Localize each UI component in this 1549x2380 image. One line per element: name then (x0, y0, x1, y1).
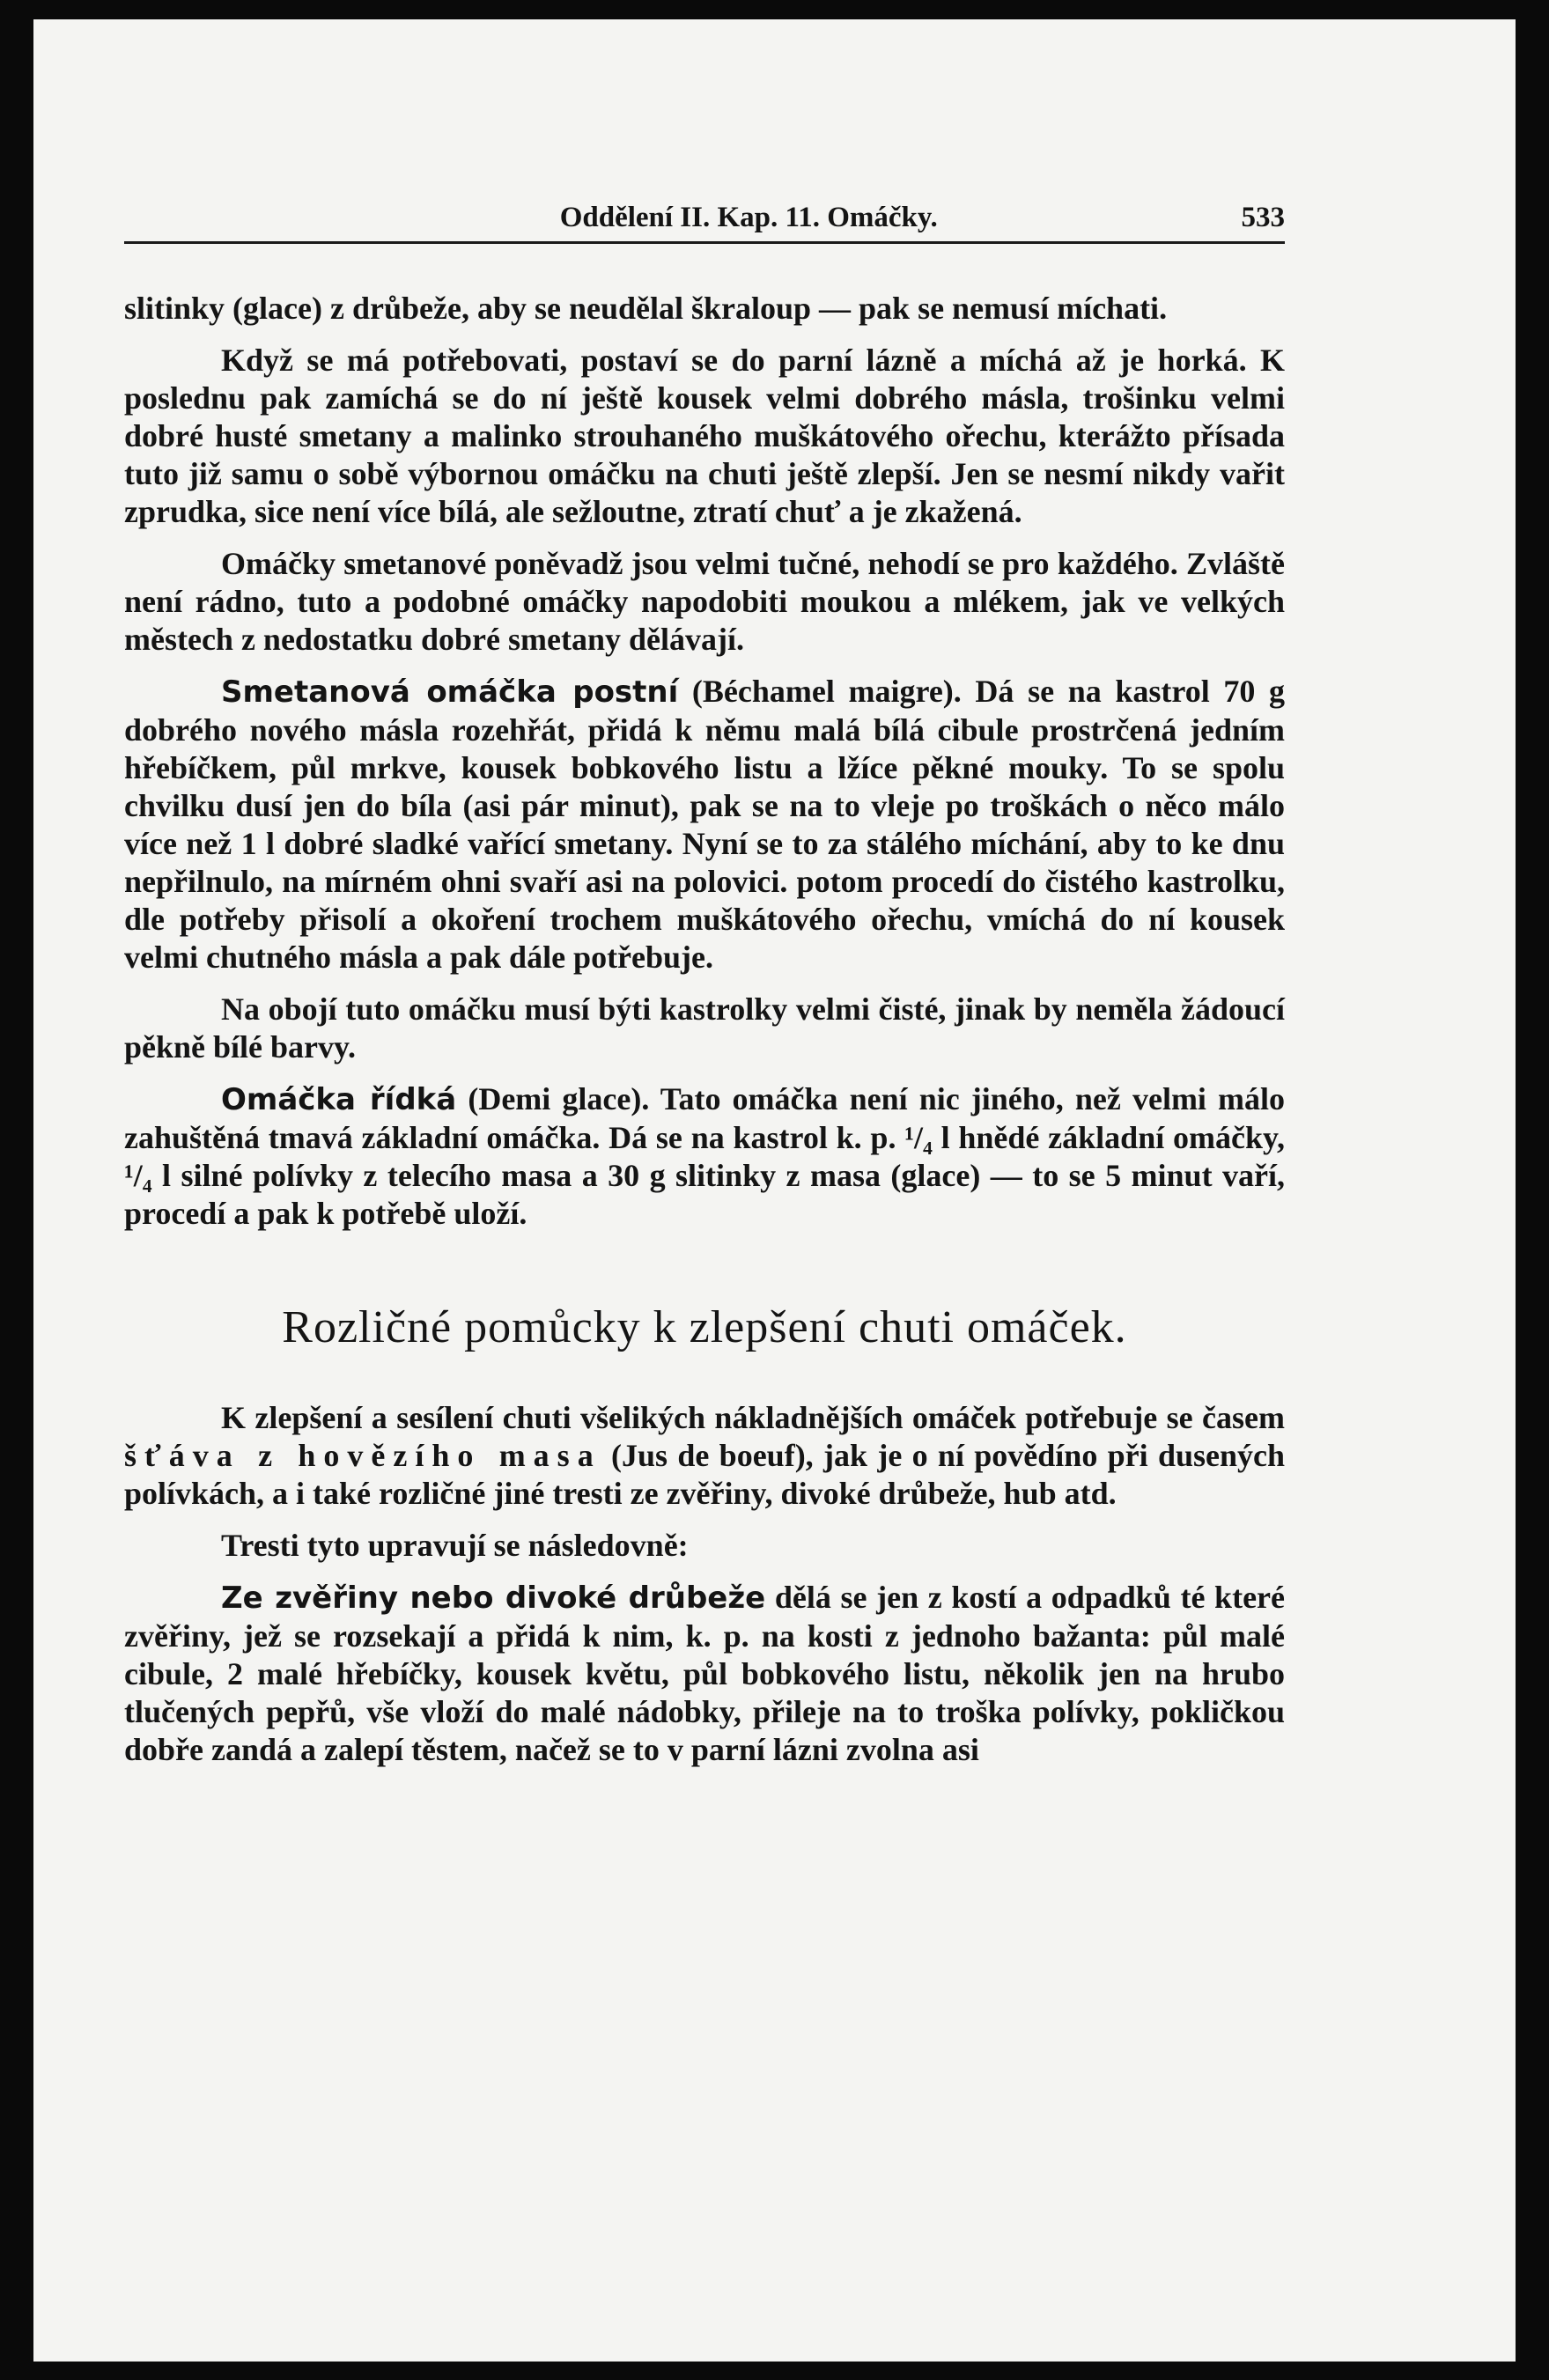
page-number: 533 (1241, 202, 1285, 233)
running-head (124, 202, 1285, 244)
recipe-body-demi-glace: (Demi glace). Tato omáčka není nic jiného, než velmi málo zahuštěná tmavá základní omáčka. Dá se na kastrol k. p. ¹/₄ l hnědé základní omáčky, ¹/₄ l silné polívky z telecího masa a 30 g slitinky z masa (glace) — to se 5 minut vaří, procedí a pak k potřebě uloží. (124, 1081, 1286, 1231)
recipe-body-bechamel: (Béchamel maigre). Dá se na kastrol 70 g dobrého nového másla rozehřát, přidá k němu malá bílá cibule prostrčená jedním hřebíčkem, půl mrkve, kousek bobkového listu a lžíce pěkné mouky. To se spolu chvilku dusí jen do bíla (asi pár minut), pak se na to vleje po troškách o něco málo více než 1 l dobré sladké vařící smetany. Nyní se to za stálého míchání, aby to ke dnu nepřilnulo, na mírném ohni svaří asi na polovici. potom procedí do čistého kastrolku, dle potřeby přisolí a okoření trochem muškátového ořechu, vmíchá do ní kousek velmi chutného másla a pak dále potřebuje. (124, 674, 1285, 975)
running-title: Oddělení II. Kap. 11. Omáčky. (559, 202, 938, 233)
paragraph-bechamel (124, 673, 1285, 976)
paragraph-heating: Když se má potřebovati, postaví se do parní lázně a míchá až je horká. K poslednu pak zamíchá se do ní ještě kousek velmi dobrého másla, trošinku velmi dobré husté smetany a malinko strouhaného muškátového ořechu, kterážto přísada tuto již samu o sobě výbornou omáčku na chuti ještě zlepší. Jen se nesmí nikdy vařit zprudka, sice není více bílá, ale sežloutne, ztratí chuť a je zkažená. (124, 343, 1285, 529)
recipe-body-game: dělá se jen z kostí a odpadků té které zvěřiny, jež se rozsekají a přidá k nim, k. p. na kosti z jednoho bažanta: půl malé cibule, 2 malé hřebíčky, kousek květu, půl bobkového listu, několik jen na hrubo tlučených pepřů, vše vloží do malé nádobky, přileje na to troška polívky, pokličkou dobře zandá a zalepí těstem, načež se to v parní lázni zvolna asi (124, 1580, 1286, 1767)
paragraph-clean-pans: Na obojí tuto omáčku musí býti kastrolky velmi čisté, jinak by neměla žádoucí pěkně bílé barvy. (124, 991, 1285, 1065)
text-block (124, 202, 1285, 1783)
paragraph-game-extract (124, 1579, 1285, 1769)
recipe-title-bechamel: Smetanová omáčka postní (221, 674, 679, 710)
section-heading: Rozličné pomůcky k zlepšení chuti omáček. (282, 1302, 1127, 1352)
paragraph-continuation: slitinky (glace) z drůbeže, aby se neudělal škraloup — pak se nemusí míchati. (124, 291, 1168, 326)
paragraph-cream-sauces: Omáčky smetanové poněvadž jsou velmi tučné, nehodí se pro každého. Zvláště není rádno, tuto a podobné omáčky napodobiti moukou a mlékem, jak ve velkých městech z nedostatku dobré smetany dělávají. (124, 546, 1285, 657)
book-page (33, 19, 1516, 2362)
recipe-title-demi-glace: Omáčka řídká (221, 1082, 457, 1117)
jus-term: šťáva z hovězího masa (124, 1438, 601, 1473)
paragraph-extracts-intro: Tresti tyto upravují se následovně: (221, 1528, 689, 1563)
jus-intro: K zlepšení a sesílení chuti všelikých nákladnějších omáček potřebuje se časem (221, 1400, 1285, 1435)
paragraph-jus (124, 1399, 1285, 1513)
jus-rest: (Jus de boeuf), jak je o ní povědíno při dusených polívkách, a i také rozličné jiné tresti ze zvěřiny, divoké drůbeže, hub atd. (124, 1438, 1286, 1511)
paragraph-demi-glace (124, 1080, 1285, 1233)
recipe-title-game: Ze zvěřiny nebo divoké drůbeže (221, 1581, 766, 1616)
